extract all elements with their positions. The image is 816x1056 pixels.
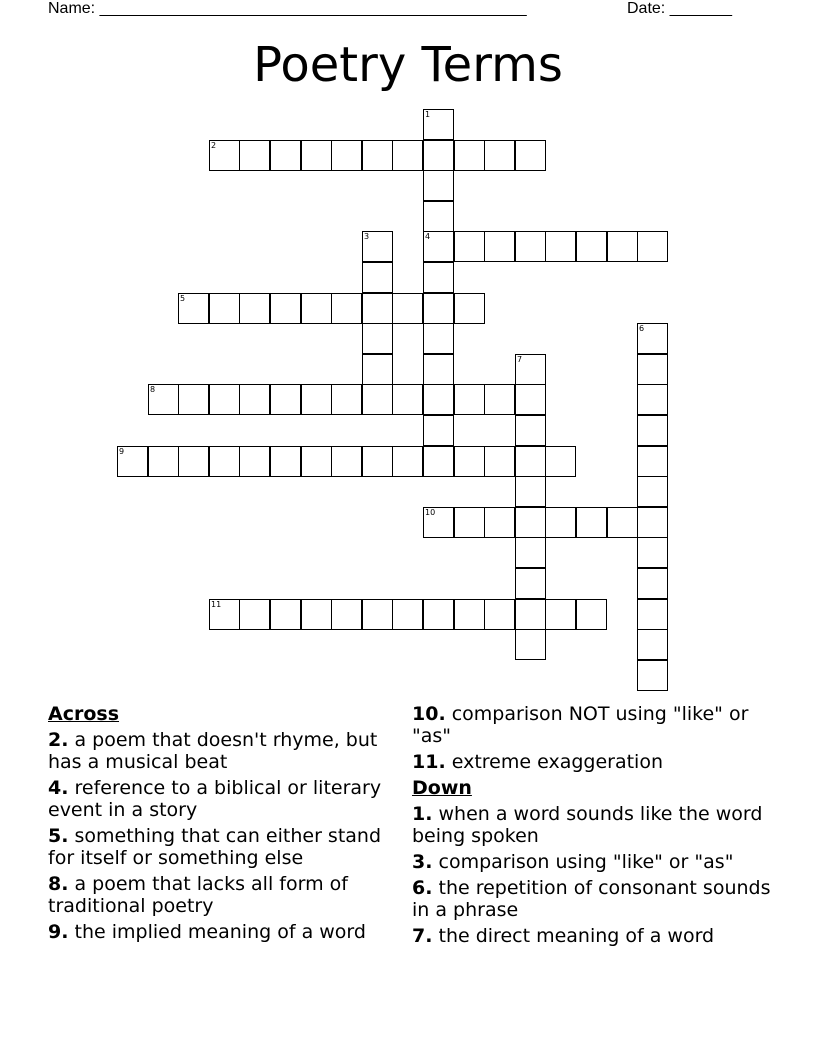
grid-cell[interactable] xyxy=(637,323,668,354)
grid-cell[interactable] xyxy=(423,293,454,324)
clue-text: the repetition of consonant sounds in a phrase xyxy=(412,877,771,921)
grid-cell[interactable] xyxy=(362,354,393,385)
grid-cell[interactable] xyxy=(178,446,209,477)
grid-cell[interactable] xyxy=(515,507,546,538)
down-clue xyxy=(412,925,782,947)
down-heading: Down xyxy=(412,777,472,799)
grid-cell[interactable] xyxy=(454,140,485,171)
grid-cell[interactable] xyxy=(209,293,240,324)
across-clue xyxy=(48,825,398,869)
grid-cell[interactable] xyxy=(270,384,301,415)
grid-cell[interactable] xyxy=(117,446,148,477)
clue-text: something that can either stand for itself or something else xyxy=(48,825,382,869)
grid-cell[interactable] xyxy=(239,599,270,630)
grid-cell[interactable] xyxy=(301,599,332,630)
grid-cell[interactable] xyxy=(454,231,485,262)
grid-cell[interactable] xyxy=(270,293,301,324)
grid-cell[interactable] xyxy=(209,384,240,415)
grid-cell[interactable] xyxy=(423,599,454,630)
grid-cell[interactable] xyxy=(637,629,668,660)
grid-cell[interactable] xyxy=(301,446,332,477)
grid-cell[interactable] xyxy=(239,140,270,171)
grid-cell[interactable] xyxy=(637,568,668,599)
grid-cell[interactable] xyxy=(515,568,546,599)
grid-cell[interactable] xyxy=(423,109,454,140)
grid-cell[interactable] xyxy=(270,446,301,477)
grid-cell[interactable] xyxy=(148,384,179,415)
cell-number: 5 xyxy=(180,294,186,303)
grid-cell[interactable] xyxy=(178,384,209,415)
clue-number: 2. xyxy=(48,729,69,751)
grid-cell[interactable] xyxy=(301,293,332,324)
grid-cell[interactable] xyxy=(637,599,668,630)
grid-cell[interactable] xyxy=(423,262,454,293)
grid-cell[interactable] xyxy=(576,599,607,630)
grid-cell[interactable] xyxy=(392,293,423,324)
grid-cell[interactable] xyxy=(362,293,393,324)
grid-cell[interactable] xyxy=(637,231,668,262)
grid-cell[interactable] xyxy=(637,507,668,538)
clue-number: 4. xyxy=(48,777,69,799)
grid-cell[interactable] xyxy=(637,415,668,446)
grid-cell[interactable] xyxy=(423,170,454,201)
grid-cell[interactable] xyxy=(331,293,362,324)
grid-cell[interactable] xyxy=(362,599,393,630)
grid-cell[interactable] xyxy=(515,415,546,446)
clue-text: when a word sounds like the word being spoken xyxy=(412,803,763,847)
cell-number: 7 xyxy=(517,355,523,364)
clue-text: a poem that doesn't rhyme, but has a musical beat xyxy=(48,729,378,773)
grid-cell[interactable] xyxy=(515,537,546,568)
grid-cell[interactable] xyxy=(454,384,485,415)
grid-cell[interactable] xyxy=(454,599,485,630)
grid-cell[interactable] xyxy=(209,446,240,477)
grid-cell[interactable] xyxy=(545,507,576,538)
grid-cell[interactable] xyxy=(515,140,546,171)
grid-cell[interactable] xyxy=(454,293,485,324)
across-clue xyxy=(48,777,398,821)
across-clue xyxy=(48,729,398,773)
clue-text: extreme exaggeration xyxy=(451,751,663,773)
down-clue xyxy=(412,877,782,921)
clue-number: 6. xyxy=(412,877,433,899)
grid-cell[interactable] xyxy=(209,140,240,171)
page-title: Poetry Terms xyxy=(253,37,563,93)
clues-left-column xyxy=(48,703,398,947)
grid-cell[interactable] xyxy=(239,293,270,324)
grid-cell[interactable] xyxy=(637,446,668,477)
grid-cell[interactable] xyxy=(423,201,454,232)
cell-number: 3 xyxy=(364,232,370,241)
grid-cell[interactable] xyxy=(301,384,332,415)
down-clue xyxy=(412,851,782,873)
grid-cell[interactable] xyxy=(331,384,362,415)
grid-cell[interactable] xyxy=(423,446,454,477)
grid-cell[interactable] xyxy=(515,446,546,477)
grid-cell[interactable] xyxy=(423,354,454,385)
grid-cell[interactable] xyxy=(362,262,393,293)
grid-cell[interactable] xyxy=(239,446,270,477)
grid-cell[interactable] xyxy=(545,446,576,477)
across-clue xyxy=(412,751,782,773)
grid-cell[interactable] xyxy=(515,599,546,630)
clues-right-column xyxy=(412,703,782,951)
grid-cell[interactable] xyxy=(209,599,240,630)
grid-cell[interactable] xyxy=(362,231,393,262)
clue-number: 8. xyxy=(48,873,69,895)
grid-cell[interactable] xyxy=(637,476,668,507)
grid-cell[interactable] xyxy=(423,507,454,538)
clue-number: 9. xyxy=(48,921,69,943)
grid-cell[interactable] xyxy=(362,446,393,477)
grid-cell[interactable] xyxy=(515,354,546,385)
grid-cell[interactable] xyxy=(484,140,515,171)
across-clue xyxy=(48,921,398,943)
grid-cell[interactable] xyxy=(148,446,179,477)
cell-number: 6 xyxy=(639,324,645,333)
grid-cell[interactable] xyxy=(178,293,209,324)
cell-number: 9 xyxy=(119,447,125,456)
grid-cell[interactable] xyxy=(270,599,301,630)
grid-cell[interactable] xyxy=(637,537,668,568)
grid-cell[interactable] xyxy=(484,599,515,630)
grid-cell[interactable] xyxy=(545,231,576,262)
cell-number: 11 xyxy=(211,600,222,609)
grid-cell[interactable] xyxy=(392,384,423,415)
across-clue xyxy=(412,703,782,747)
clue-text: reference to a biblical or literary event in a story xyxy=(48,777,382,821)
grid-cell[interactable] xyxy=(576,507,607,538)
clue-text: comparison using "like" or "as" xyxy=(438,851,734,873)
grid-cell[interactable] xyxy=(607,507,638,538)
grid-cell[interactable] xyxy=(515,384,546,415)
grid-cell[interactable] xyxy=(454,507,485,538)
across-heading: Across xyxy=(48,703,120,725)
grid-cell[interactable] xyxy=(607,231,638,262)
across-clue xyxy=(48,873,398,917)
grid-cell[interactable] xyxy=(515,476,546,507)
grid-cell[interactable] xyxy=(270,140,301,171)
grid-cell[interactable] xyxy=(392,446,423,477)
grid-cell[interactable] xyxy=(423,415,454,446)
grid-cell[interactable] xyxy=(423,140,454,171)
clue-number: 5. xyxy=(48,825,69,847)
grid-cell[interactable] xyxy=(392,140,423,171)
cell-number: 2 xyxy=(211,141,217,150)
grid-cell[interactable] xyxy=(301,140,332,171)
grid-cell[interactable] xyxy=(484,231,515,262)
grid-cell[interactable] xyxy=(484,507,515,538)
grid-cell[interactable] xyxy=(331,446,362,477)
grid-cell[interactable] xyxy=(392,599,423,630)
name-field[interactable]: Name: ________________________________________________ xyxy=(48,0,527,17)
clue-text: the implied meaning of a word xyxy=(74,921,366,943)
cell-number: 1 xyxy=(425,110,431,119)
clue-text: a poem that lacks all form of traditional poetry xyxy=(48,873,348,917)
grid-cell[interactable] xyxy=(515,629,546,660)
grid-cell[interactable] xyxy=(576,231,607,262)
clue-number: 3. xyxy=(412,851,433,873)
cell-number: 8 xyxy=(150,385,156,394)
clue-text: comparison NOT using "like" or "as" xyxy=(412,703,749,747)
clue-number: 11. xyxy=(412,751,446,773)
down-clue xyxy=(412,803,782,847)
grid-cell[interactable] xyxy=(362,140,393,171)
grid-cell[interactable] xyxy=(423,323,454,354)
grid-cell[interactable] xyxy=(545,599,576,630)
grid-cell[interactable] xyxy=(637,354,668,385)
cell-number: 4 xyxy=(425,232,431,241)
grid-cell[interactable] xyxy=(484,446,515,477)
grid-cell[interactable] xyxy=(362,384,393,415)
grid-cell[interactable] xyxy=(637,660,668,691)
grid-cell[interactable] xyxy=(423,384,454,415)
grid-cell[interactable] xyxy=(331,599,362,630)
grid-cell[interactable] xyxy=(331,140,362,171)
grid-cell[interactable] xyxy=(515,231,546,262)
cell-number: 10 xyxy=(425,508,436,517)
grid-cell[interactable] xyxy=(239,384,270,415)
clue-number: 1. xyxy=(412,803,433,825)
clue-text: the direct meaning of a word xyxy=(438,925,715,947)
grid-cell[interactable] xyxy=(454,446,485,477)
clue-number: 10. xyxy=(412,703,446,725)
date-field[interactable]: Date: _______ xyxy=(627,0,732,17)
grid-cell[interactable] xyxy=(637,384,668,415)
grid-cell[interactable] xyxy=(484,384,515,415)
grid-cell[interactable] xyxy=(423,231,454,262)
clue-number: 7. xyxy=(412,925,433,947)
grid-cell[interactable] xyxy=(362,323,393,354)
